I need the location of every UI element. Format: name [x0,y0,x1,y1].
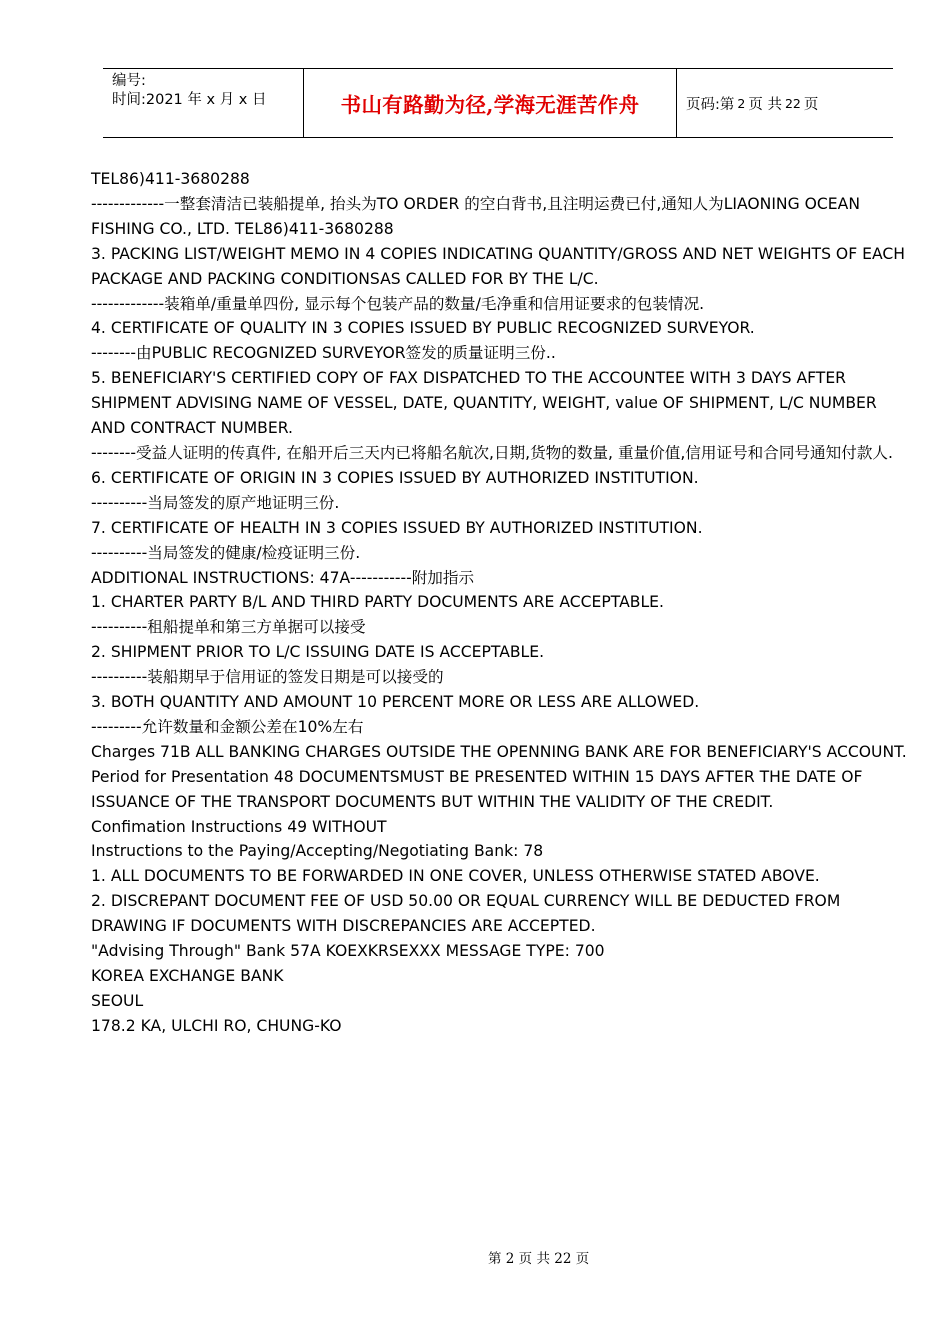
body-line: --------受益人证明的传真件, 在船开后三天内已将船名航次,日期,货物的数量, 重量价值,信用证号和合同号通知付款人. [91,443,893,462]
body-line: 1. ALL DOCUMENTS TO BE FORWARDED IN ONE COVER, UNLESS OTHERWISE STATED ABOVE. [91,867,820,886]
body-line: 1. CHARTER PARTY B/L AND THIRD PARTY DOCUMENTS ARE ACCEPTABLE. [91,593,664,612]
body-line: 2. DISCREPANT DOCUMENT FEE OF USD 50.00 OR EQUAL CURRENCY WILL BE DEDUCTED FROM DRAWING IF DOCUMENTS WITH DISCREPANCIES ARE ACCEPTED. [91,892,841,936]
body-line: 3. BOTH QUANTITY AND AMOUNT 10 PERCENT MORE OR LESS ARE ALLOWED. [91,693,700,712]
body-line: TEL86)411-3680288 [91,170,250,188]
body-line: Confimation Instructions 49 WITHOUT [91,817,387,836]
body-line: -------------装箱单/重量单四份, 显示每个包装产品的数量/毛净重和信用证要求的包装情况. [91,294,705,313]
body-line: "Advising Through" Bank 57A KOEXKRSEXXX MESSAGE TYPE: 700 [91,942,605,961]
body-line: 5. BENEFICIARY'S CERTIFIED COPY OF FAX DISPATCHED TO THE ACCOUNTEE WITH 3 DAYS AFTER SHIPMENT ADVISING NAME OF VESSEL, DATE, QUANTITY, WEIGHT, value OF SHIPMENT, L/C NUMBER AND CONTRACT NUMBER. [91,369,877,438]
header-info-cell [103,69,304,137]
page-header [103,68,893,138]
header-motto: 书山有路勤为径,学海无涯苦作舟 [340,93,640,117]
page-footer: 第 2 页 共 22 页 [488,1251,590,1267]
body-line: 6. CERTIFICATE OF ORIGIN IN 3 COPIES ISSUED BY AUTHORIZED INSTITUTION. [91,468,699,487]
body-line: 3. PACKING LIST/WEIGHT MEMO IN 4 COPIES INDICATING QUANTITY/GROSS AND NET WEIGHTS OF EACH PACKAGE AND PACKING CONDITIONSAS CALLED FOR BY THE L/C. [91,244,905,288]
page-total: 22 [784,95,801,111]
body-line: 2. SHIPMENT PRIOR TO L/C ISSUING DATE IS ACCEPTABLE. [91,643,545,662]
body-line: --------由PUBLIC RECOGNIZED SURVEYOR签发的质量证明三份.. [91,344,556,363]
header-motto-cell [304,69,677,137]
body-line: 4. CERTIFICATE OF QUALITY IN 3 COPIES ISSUED BY PUBLIC RECOGNIZED SURVEYOR. [91,319,755,338]
page-mid: 页 共 [748,96,782,113]
document-body [91,167,911,1039]
page-current: 2 [737,95,746,111]
body-line: Instructions to the Paying/Accepting/Negotiating Bank: 78 [91,842,544,861]
body-line: 7. CERTIFICATE OF HEALTH IN 3 COPIES ISSUED BY AUTHORIZED INSTITUTION. [91,518,703,537]
page-prefix: 页码:第 [686,96,735,113]
body-line: Charges 71B ALL BANKING CHARGES OUTSIDE THE OPENNING BANK ARE FOR BENEFICIARY'S ACCOUNT. [91,742,907,761]
document-number-label: 编号: [112,73,146,89]
body-line: Period for Presentation 48 DOCUMENTSMUST BE PRESENTED WITHIN 15 DAYS AFTER THE DATE OF ISSUANCE OF THE TRANSPORT DOCUMENTS BUT WITHIN THE VALIDITY OF THE CREDIT. [91,767,863,811]
body-line: -------------一整套清洁已装船提单, 抬头为TO ORDER 的空白背书,且注明运费已付,通知人为LIAONING OCEAN FISHING CO., LTD. TEL86)411-3680288 [91,194,860,238]
body-line: ----------租船提单和第三方单据可以接受 [91,618,366,637]
page-suffix: 页 [803,96,819,113]
body-line: ----------当局签发的健康/检疫证明三份. [91,543,361,562]
body-line: 178.2 KA, ULCHI RO, CHUNG-KO [91,1016,342,1035]
document-time-label: 时间:2021 年 x 月 x 日 [112,92,267,108]
body-line: ADDITIONAL INSTRUCTIONS: 47A-----------附加指示 [91,568,475,587]
body-line: ---------允许数量和金额公差在10%左右 [91,717,364,736]
header-page-cell [677,69,893,137]
body-line: ----------当局签发的原产地证明三份. [91,493,340,512]
body-line: ----------装船期早于信用证的签发日期是可以接受的 [91,668,444,687]
body-line: KOREA EXCHANGE BANK [91,967,284,985]
body-line: SEOUL [91,991,144,1010]
